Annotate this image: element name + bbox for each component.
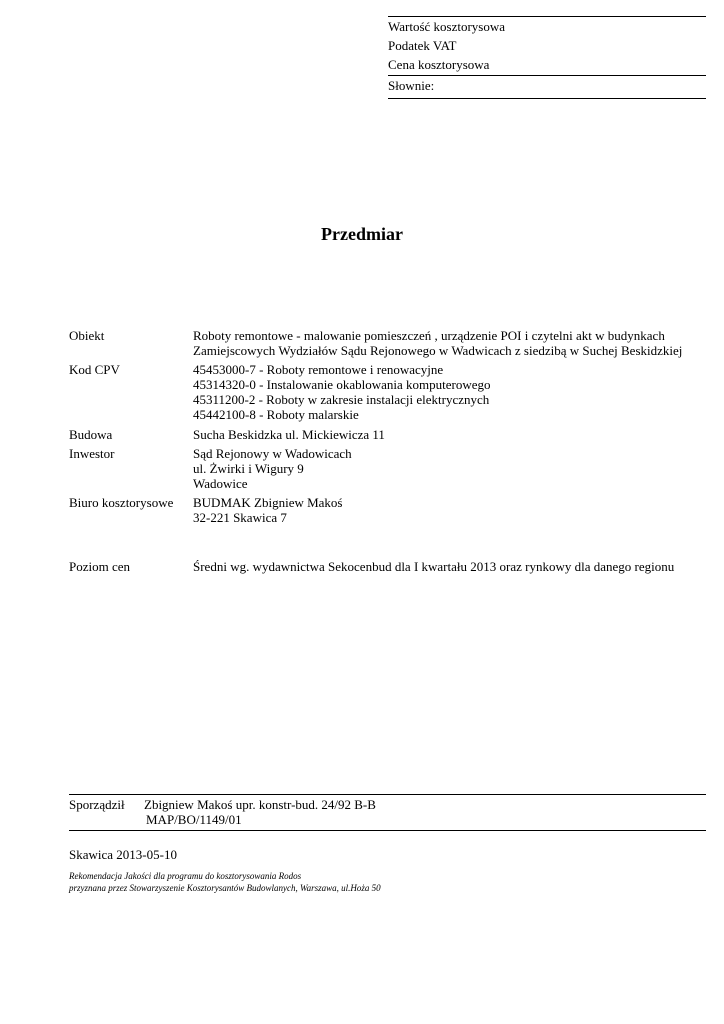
field-label-inwestor: Inwestor — [69, 446, 115, 461]
sporzadzil-value-2: MAP/BO/1149/01 — [146, 812, 242, 827]
field-value-biuro-1: BUDMAK Zbigniew Makoś — [193, 495, 343, 510]
field-value-cpv-4: 45442100-8 - Roboty malarskie — [193, 407, 359, 422]
summary-mid-rule — [388, 75, 706, 76]
field-value-cpv-1: 45453000-7 - Roboty remontowe i renowacyjne — [193, 362, 444, 377]
page-title: Przedmiar — [321, 224, 403, 244]
summary-top-rule — [388, 16, 706, 17]
sporzadzil-top-rule — [69, 794, 706, 795]
summary-label-wartosc: Wartość kosztorysowa — [388, 19, 506, 34]
document-date: Skawica 2013-05-10 — [69, 847, 177, 862]
summary-label-cena: Cena kosztorysowa — [388, 57, 490, 72]
sporzadzil-value-1: Zbigniew Makoś upr. konstr-bud. 24/92 B-B — [144, 797, 376, 812]
summary-label-vat: Podatek VAT — [388, 38, 457, 53]
field-label-obiekt: Obiekt — [69, 328, 105, 343]
footnote-line-2: przyznana przez Stowarzyszenie Kosztorysantów Budowlanych, Warszawa, ul.Hoża 50 — [69, 883, 381, 893]
summary-label-slownie: Słownie: — [388, 78, 435, 93]
field-label-poziom-cen: Poziom cen — [69, 559, 131, 574]
sporzadzil-label: Sporządził — [69, 797, 125, 812]
field-value-cpv-2: 45314320-0 - Instalowanie okablowania komputerowego — [193, 377, 491, 392]
field-value-budowa: Sucha Beskidzka ul. Mickiewicza 11 — [193, 427, 385, 442]
field-value-obiekt-1: Roboty remontowe - malowanie pomieszczeń , urządzenie POI i czytelni akt w budynkach — [193, 328, 665, 343]
field-value-obiekt-2: Zamiejscowych Wydziałów Sądu Rejonowego w Wadwicach z siedzibą w Suchej Beskidzkiej — [193, 343, 683, 358]
field-label-budowa: Budowa — [69, 427, 113, 442]
field-value-poziom-cen: Średni wg. wydawnictwa Sekocenbud dla I kwartału 2013 oraz rynkowy dla danego regionu — [193, 559, 675, 574]
sporzadzil-bottom-rule — [69, 830, 706, 831]
field-value-inwestor-3: Wadowice — [193, 476, 248, 491]
field-value-inwestor-2: ul. Żwirki i Wigury 9 — [193, 461, 304, 476]
summary-bottom-rule — [388, 98, 706, 99]
field-label-kod-cpv: Kod CPV — [69, 362, 120, 377]
footnote-line-1: Rekomendacja Jakości dla programu do kosztorysowania Rodos — [69, 871, 302, 881]
field-value-cpv-3: 45311200-2 - Roboty w zakresie instalacji elektrycznych — [193, 392, 490, 407]
field-value-biuro-2: 32-221 Skawica 7 — [193, 510, 287, 525]
field-label-biuro: Biuro kosztorysowe — [69, 495, 174, 510]
field-value-inwestor-1: Sąd Rejonowy w Wadowicach — [193, 446, 352, 461]
